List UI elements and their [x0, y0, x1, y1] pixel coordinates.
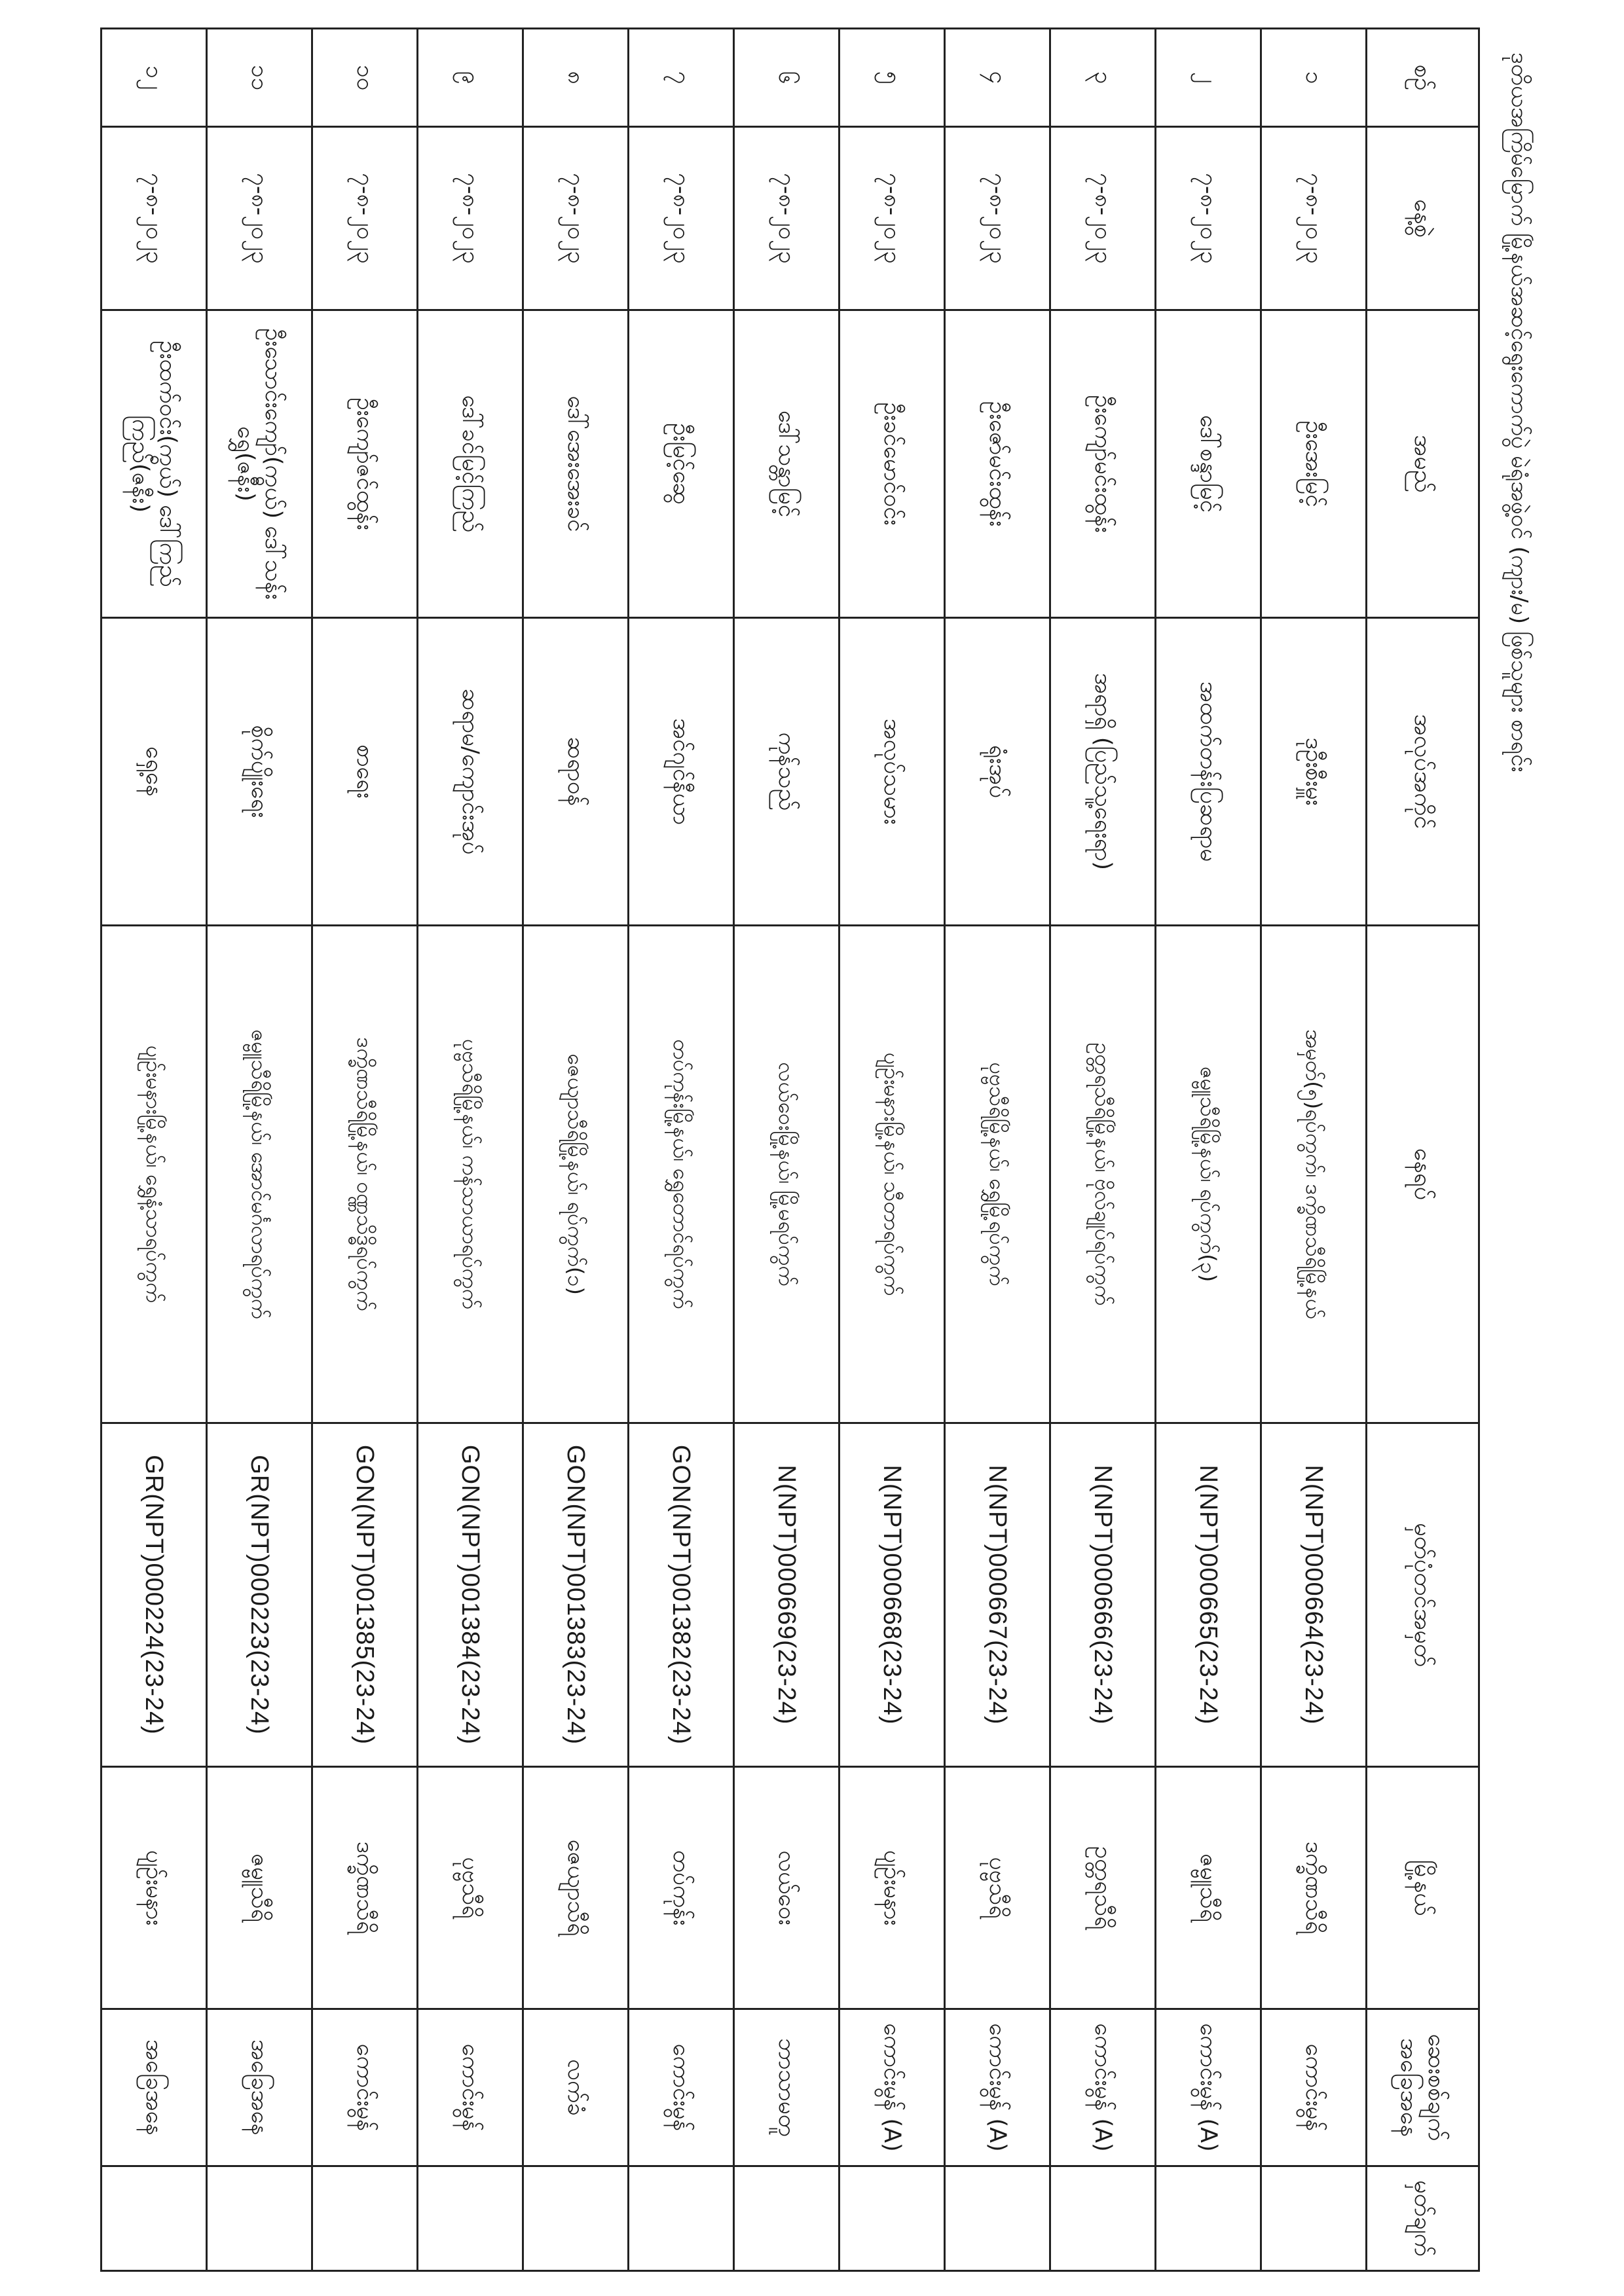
cell-name	[1156, 310, 1261, 618]
cell-date-text: ၇-၈-၂၀၂၃	[1090, 173, 1116, 264]
cell-date	[1261, 127, 1367, 310]
cell-no-text: ၁၂	[141, 65, 167, 90]
cell-township-text: ဒက္ခိဏသီရိ	[1301, 1841, 1327, 1935]
table-row	[945, 29, 1050, 2271]
cell-date-text: ၇-၈-၂၀၂၃	[246, 173, 272, 264]
cell-registration	[207, 1423, 312, 1767]
cell-condition	[1050, 2009, 1156, 2166]
cell-no	[1050, 29, 1156, 127]
cell-date-text: ၇-၈-၂၀၂၃	[1301, 173, 1327, 264]
cell-condition	[207, 2009, 312, 2166]
cell-registration-text: N(NPT)000666(23-24)	[1089, 1465, 1116, 1725]
cell-registration	[1050, 1423, 1156, 1767]
cell-township-text: ပျဉ်းမနား	[141, 1850, 167, 1926]
cell-name	[207, 310, 312, 618]
cell-registration-text: GR(NPT)000223(23-24)	[246, 1455, 273, 1735]
cell-no-text: ၁	[1301, 71, 1327, 84]
cell-remark	[840, 2166, 945, 2271]
cell-remark	[1050, 2166, 1156, 2271]
table-row	[1261, 29, 1367, 2271]
cell-occupation-text: အင်ဂျင်နီယာ	[668, 718, 694, 825]
cell-remark	[734, 2166, 840, 2271]
cell-township-text: ဇမ္ဗူသီရိ	[246, 1853, 272, 1922]
cell-address	[840, 926, 945, 1423]
cell-date	[629, 127, 734, 310]
cell-remark	[418, 2166, 523, 2271]
cell-registration-text: GON(NPT)001383(23-24)	[562, 1444, 589, 1745]
cell-occupation-text: အရာရှိ (ပြည်သူ့ရေးရာ)	[1090, 672, 1116, 871]
cell-address-text: ဇမ္ဗူသီရိမြို့နယ်၊ အောင်မင်္ဂလာရပ်ကွက်	[247, 1029, 272, 1319]
cell-date-text: ၇-၈-၂၀၂၃	[879, 173, 905, 264]
cell-condition-text: ကောင်းမွန် (A)	[984, 2023, 1010, 2152]
cell-remark	[1261, 2166, 1367, 2271]
cell-address	[523, 926, 629, 1423]
cell-occupation-text: ရှေ့နေ	[141, 746, 167, 797]
table-row	[840, 29, 945, 2271]
cell-registration-text: GON(NPT)001382(23-24)	[667, 1444, 695, 1745]
cell-name-text: ဒေါ်စန္ဒာမြင့်	[1195, 414, 1221, 513]
cell-condition	[945, 2009, 1050, 2166]
cell-township-text: ပျဉ်းမနား	[879, 1850, 905, 1926]
cell-address-text: ဇမ္ဗူသီရိမြို့နယ်၊ ရပ်ကွက်(၃)	[1196, 1066, 1221, 1283]
cell-date	[1050, 127, 1156, 310]
cell-township	[1156, 1767, 1261, 2009]
cell-condition-text: ကောင်းမွန်	[1301, 2043, 1327, 2132]
cell-condition	[629, 2009, 734, 2166]
cell-condition	[523, 2009, 629, 2166]
cell-condition-text: ကောင်းမွန် (A)	[879, 2023, 905, 2152]
cell-remark	[1156, 2166, 1261, 2271]
cell-name	[840, 310, 945, 618]
cell-date	[418, 127, 523, 310]
cell-township-text: ဇမ္ဗူသီရိ	[1195, 1853, 1221, 1922]
cell-name	[101, 310, 207, 618]
cell-occupation	[1156, 618, 1261, 926]
cell-no-text: ၄	[984, 71, 1010, 84]
cell-condition	[840, 2009, 945, 2166]
cell-registration-text: GON(NPT)001384(23-24)	[456, 1444, 484, 1745]
cell-occupation	[523, 618, 629, 926]
header-remark: မှတ်ချက်	[1367, 2166, 1479, 2271]
cell-date-text: ၇-၈-၂၀၂၃	[352, 173, 378, 264]
cell-name-text: ဦးကျော်ဇင်ထွန်း	[352, 397, 378, 530]
cell-name	[1261, 310, 1367, 618]
cell-name-text: ဒေါ်အေးအေးခင်	[563, 395, 589, 532]
cell-registration	[101, 1423, 207, 1767]
cell-date-text: ၇-၈-၂၀၂၃	[773, 173, 800, 264]
cell-registration	[840, 1423, 945, 1767]
page-title: ဒုတိယအကြိမ်မြောက် မြို့နယ်အဆင့်ရွေးကောက်ပွဲ မဲရုံအဖွဲ့ဝင် (ကျား/မ) ဖြစ်သူများ စာရင်း	[1506, 52, 1532, 773]
cell-no-text: ၁၀	[352, 64, 378, 91]
records-table	[100, 27, 1480, 2272]
cell-township	[523, 1767, 629, 2009]
cell-name	[945, 310, 1050, 618]
cell-name-text: ဦးသောင်းကျော်(ကွယ်) ဒေါ်သန်းရွှေ(ဇနီး)	[232, 328, 286, 600]
table-row	[101, 29, 207, 2271]
cell-date-text: ၇-၈-၂၀၂၃	[1195, 173, 1221, 264]
cell-remark	[945, 2166, 1050, 2271]
cell-occupation	[418, 618, 523, 926]
cell-condition	[101, 2009, 207, 2166]
cell-address	[1050, 926, 1156, 1423]
cell-registration-text: GR(NPT)000224(23-24)	[140, 1455, 168, 1735]
cell-no-text: ၆	[773, 71, 800, 84]
cell-no	[1261, 29, 1367, 127]
cell-no-text: ၂	[1195, 71, 1221, 84]
cell-name	[418, 310, 523, 618]
cell-no	[523, 29, 629, 127]
cell-no	[207, 29, 312, 127]
cell-address	[945, 926, 1050, 1423]
cell-address-text: ပုဗ္ဗသီရိမြို့နယ်၊ ကန်သာယာရပ်ကွက်	[458, 1039, 483, 1309]
cell-township	[945, 1767, 1050, 2009]
cell-date	[207, 127, 312, 310]
cell-remark	[101, 2166, 207, 2271]
table-row	[629, 29, 734, 2271]
cell-condition-text: လက်ခံ	[563, 2059, 589, 2116]
document-table-frame	[105, 27, 1480, 2270]
cell-condition-text: ဘာသာမတူ	[773, 2038, 800, 2137]
cell-address	[101, 926, 207, 1423]
cell-name-text: ဦးဇော်မင်းထွန်း	[984, 401, 1010, 527]
cell-township-text: ပုဗ္ဗသီရိ	[457, 1857, 483, 1919]
cell-name-text: ဒေါ်ခင်မြင့်ကြည်	[457, 395, 483, 533]
cell-name	[629, 310, 734, 618]
cell-name-text: ဦးကျော်မင်းထွန်း	[1090, 395, 1116, 533]
cell-address	[629, 926, 734, 1423]
cell-township	[629, 1767, 734, 2009]
cell-occupation	[734, 618, 840, 926]
header-condition: ဆေးစစ်ချက် အခြေအနေ	[1367, 2009, 1479, 2166]
table-row	[207, 29, 312, 2271]
cell-township	[840, 1767, 945, 2009]
cell-occupation-text: စာရေး	[352, 744, 378, 799]
header-no: စဉ်	[1367, 29, 1479, 127]
cell-occupation-text: ဆရာဝန်	[563, 737, 589, 807]
cell-no-text: ၇	[668, 71, 694, 84]
cell-date	[840, 127, 945, 310]
cell-name	[1050, 310, 1156, 618]
cell-occupation	[101, 618, 207, 926]
cell-registration	[1156, 1423, 1261, 1767]
table-row	[418, 29, 523, 2271]
cell-remark	[207, 2166, 312, 2271]
table-body	[101, 29, 1367, 2271]
cell-no	[629, 29, 734, 127]
cell-date	[945, 127, 1050, 310]
header-occupation: အလုပ်အကိုင်	[1367, 618, 1479, 926]
cell-no-text: ၅	[879, 71, 905, 84]
cell-condition-text: အခြေအနေ	[246, 2039, 272, 2136]
cell-township-text: ပုဗ္ဗသီရိ	[984, 1857, 1010, 1919]
cell-no	[1156, 29, 1261, 127]
cell-address-text: ပုဗ္ဗသီရိမြို့နယ်၊ ရွှေမြို့ရပ်ကွက်	[985, 1062, 1010, 1286]
cell-occupation	[629, 618, 734, 926]
cell-name-text: ဦးမြင့်ဆွေ	[668, 422, 694, 505]
cell-date-text: ၇-၈-၂၀၂၃	[984, 173, 1010, 264]
cell-registration	[945, 1423, 1050, 1767]
cell-remark	[629, 2166, 734, 2271]
cell-address-text: အမှတ်(၅)ရပ်ကွက်၊ ဒက္ခိဏသီရိမြို့နယ်	[1301, 1029, 1326, 1319]
cell-township-text: လယ်ဝေး	[773, 1850, 800, 1925]
cell-address-text: ဒက္ခိဏသီရိမြို့နယ်၊ ဝဏ္ဏသိဒ္ဓိရပ်ကွက်	[352, 1037, 377, 1311]
cell-registration-text: N(NPT)000665(23-24)	[1194, 1465, 1222, 1725]
table-row	[312, 29, 418, 2271]
cell-no	[945, 29, 1050, 127]
cell-condition-text: ကောင်းမွန်	[352, 2043, 378, 2132]
cell-township-text: ဒက္ခိဏသီရိ	[352, 1841, 378, 1935]
cell-township	[1050, 1767, 1156, 2009]
cell-condition	[734, 2009, 840, 2166]
cell-date-text: ၇-၈-၂၀၂၃	[141, 173, 167, 264]
cell-township-text: ဇေယျာသီရိ	[563, 1839, 589, 1937]
cell-no-text: ၁၁	[246, 64, 272, 91]
cell-condition-text: ကောင်းမွန်	[457, 2043, 483, 2132]
cell-address-text: ပျဉ်းမနားမြို့နယ်၊ ရွှေနံ့သာရပ်ကွက်	[141, 1045, 166, 1303]
cell-condition	[1156, 2009, 1261, 2166]
cell-occupation	[1050, 618, 1156, 926]
cell-remark	[312, 2166, 418, 2271]
cell-township-text: တပ်ကုန်း	[668, 1850, 694, 1926]
cell-no	[418, 29, 523, 127]
cell-address-text: ပျဉ်းမနားမြို့နယ်၊ သီတာရပ်ကွက်	[879, 1052, 904, 1296]
table-row	[1050, 29, 1156, 2271]
cell-township	[1261, 1767, 1367, 2009]
cell-address-text: တပ်ကုန်းမြို့နယ်၊ ရွှေတောင်ရပ်ကွက်	[669, 1039, 693, 1309]
cell-township	[101, 1767, 207, 2009]
cell-date	[312, 127, 418, 310]
cell-no-text: ၈	[563, 71, 589, 84]
cell-township	[312, 1767, 418, 2009]
cell-address	[1156, 926, 1261, 1423]
cell-no	[840, 29, 945, 127]
cell-condition	[418, 2009, 523, 2166]
cell-date	[1156, 127, 1261, 310]
cell-date	[101, 127, 207, 310]
header-date: နေ့စွဲ	[1367, 127, 1479, 310]
cell-condition	[1261, 2009, 1367, 2166]
cell-no	[312, 29, 418, 127]
cell-occupation	[1261, 618, 1367, 926]
cell-name-text: ဦးခင်မောင်ဝင်း	[879, 402, 905, 526]
cell-no-text: ၃	[1090, 71, 1116, 84]
cell-condition-text: ကောင်းမွန်	[668, 2043, 694, 2132]
cell-registration-text: N(NPT)000667(23-24)	[984, 1465, 1011, 1725]
cell-registration	[734, 1423, 840, 1767]
cell-address-text: ဥတ္တရသီရိမြို့နယ်၊ ဗိုလ်ချုပ်ရပ်ကွက်	[1090, 1042, 1115, 1306]
table-row	[523, 29, 629, 2271]
header-township: မြို့နယ်	[1367, 1767, 1479, 2009]
cell-date	[523, 127, 629, 310]
cell-condition-text: အခြေအနေ	[141, 2039, 167, 2136]
cell-occupation	[945, 618, 1050, 926]
cell-name-text: ဒေါ်သန္တာမြင့်	[773, 410, 800, 518]
header-registration: မှတ်ပုံတင်အမှတ်	[1367, 1423, 1479, 1767]
cell-registration-text: N(NPT)000668(23-24)	[878, 1465, 906, 1725]
cell-address	[312, 926, 418, 1423]
cell-name	[523, 310, 629, 618]
cell-condition-text: ကောင်းမွန် (A)	[1090, 2023, 1116, 2152]
cell-township	[207, 1767, 312, 2009]
cell-address	[734, 926, 840, 1423]
cell-registration-text: N(NPT)000664(23-24)	[1300, 1465, 1327, 1725]
cell-registration	[418, 1423, 523, 1767]
cell-no-text: ၉	[457, 71, 483, 84]
cell-occupation-text: စိုက်ပျိုးရေး	[246, 725, 272, 818]
cell-registration	[1261, 1423, 1367, 1767]
cell-registration	[629, 1423, 734, 1767]
header-name: အမည်	[1367, 310, 1479, 618]
cell-registration-text: GON(NPT)001385(23-24)	[351, 1444, 378, 1745]
cell-address	[1261, 926, 1367, 1423]
cell-township	[418, 1767, 523, 2009]
cell-date-text: ၇-၈-၂၀၂၃	[457, 173, 483, 264]
cell-township	[734, 1767, 840, 2009]
cell-registration-text: N(NPT)000669(23-24)	[773, 1465, 800, 1725]
cell-address	[418, 926, 523, 1423]
cell-address-text: လယ်ဝေးမြို့နယ်၊ မြို့မရပ်ကွက်	[774, 1062, 799, 1286]
cell-name-text: ဦးအေးမြင့်	[1301, 420, 1327, 507]
table-row	[1156, 29, 1261, 2271]
cell-date-text: ၇-၈-၂၀၂၃	[563, 173, 589, 264]
cell-name	[734, 310, 840, 618]
cell-registration	[523, 1423, 629, 1767]
cell-occupation-text: အလုပ်သမား	[879, 718, 905, 825]
table-header-row	[1367, 29, 1479, 2271]
cell-occupation-text: ဆရာမ/ကျောင်းအုပ်	[457, 688, 483, 855]
cell-occupation-text: ရုံးအုပ်	[984, 744, 1010, 799]
cell-occupation-text: ဒုဦးစီးမှူး	[1301, 737, 1327, 806]
cell-occupation-text: ကုန်သည်	[773, 732, 800, 811]
cell-date-text: ၇-၈-၂၀၂၃	[668, 173, 694, 264]
table-row	[734, 29, 840, 2271]
cell-registration	[312, 1423, 418, 1767]
cell-address-text: ဇေယျာသီရိမြို့နယ်၊ ရပ်ကွက်(၁)	[563, 1053, 588, 1295]
cell-remark	[523, 2166, 629, 2271]
cell-township-text: ဥတ္တရသီရိ	[1090, 1846, 1116, 1930]
cell-address	[207, 926, 312, 1423]
cell-occupation	[312, 618, 418, 926]
cell-condition-text: ကောင်းမွန် (A)	[1195, 2023, 1221, 2152]
cell-condition	[312, 2009, 418, 2166]
cell-occupation	[207, 618, 312, 926]
header-address: နေရပ်	[1367, 926, 1479, 1423]
cell-name-text: ဦးထက်ဝင်း(ကွယ်) ဒေါ်ကြည်ကြည်(ဇနီး)	[127, 340, 181, 587]
cell-no	[734, 29, 840, 127]
cell-no	[101, 29, 207, 127]
cell-occupation	[840, 618, 945, 926]
cell-date	[734, 127, 840, 310]
cell-name	[312, 310, 418, 618]
cell-occupation-text: အထက်တန်းပြဆရာမ	[1195, 681, 1221, 862]
